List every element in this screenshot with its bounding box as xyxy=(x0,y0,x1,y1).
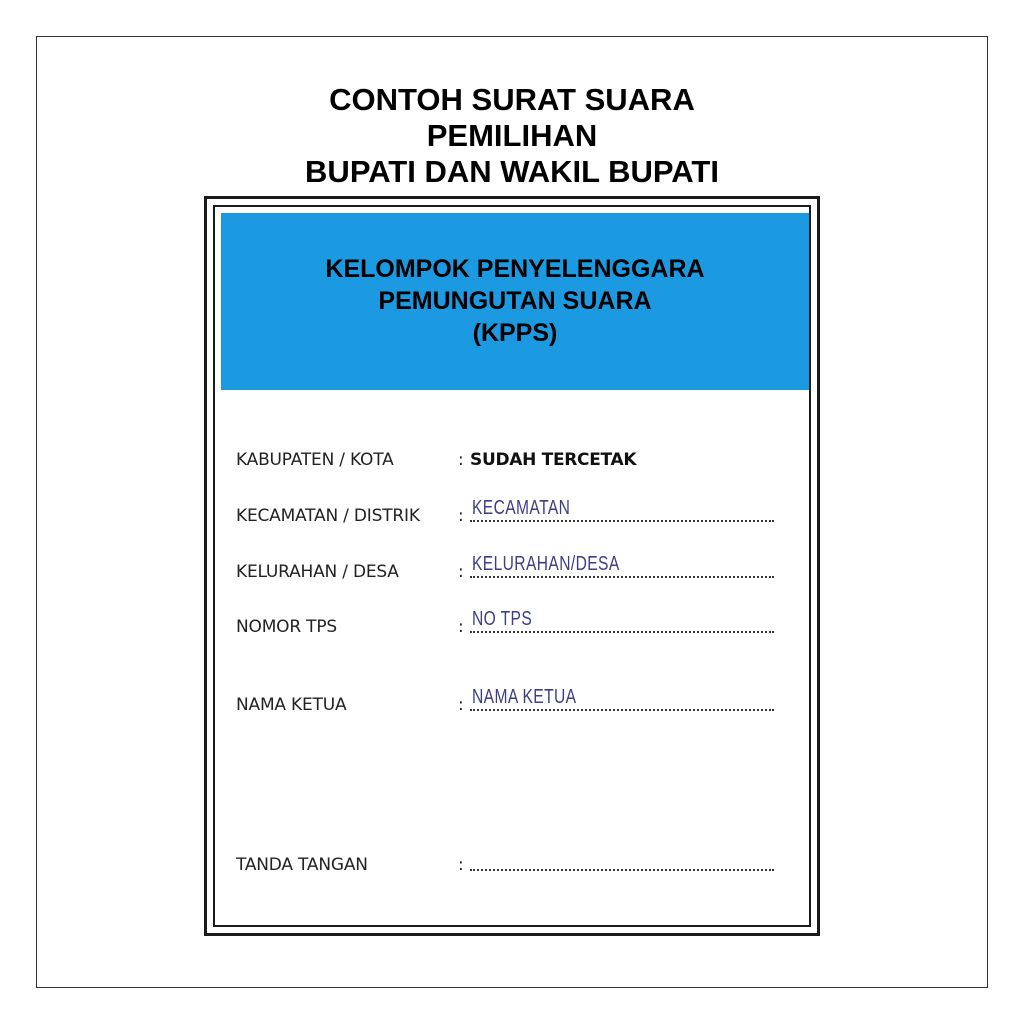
kelurahan-label: KELURAHAN / DESA xyxy=(236,562,399,582)
kpps-header-line-3: (KPPS) xyxy=(472,319,558,347)
tanda-tangan-dotted-line xyxy=(470,867,774,871)
kabupaten-label: KABUPATEN / KOTA xyxy=(236,450,394,470)
page-title-line-1: CONTOH SURAT SUARA xyxy=(329,82,695,117)
kecamatan-label: KECAMATAN / DISTRIK xyxy=(236,506,420,526)
tanda-tangan-label: TANDA TANGAN xyxy=(236,855,368,875)
page-title xyxy=(0,82,1024,190)
kpps-header-line-1: KELOMPOK PENYELENGGARA xyxy=(325,255,705,283)
kelurahan-colon: : xyxy=(458,562,464,582)
tps-colon: : xyxy=(458,617,464,637)
ketua-label: NAMA KETUA xyxy=(236,695,347,715)
kelurahan-value: KELURAHAN/DESA xyxy=(472,553,620,575)
page-title-line-3: BUPATI DAN WAKIL BUPATI xyxy=(305,154,719,189)
tanda-tangan-colon: : xyxy=(458,855,464,875)
tps-value: NO TPS xyxy=(472,608,533,630)
page-title-line-2: PEMILIHAN xyxy=(426,118,598,153)
tps-label: NOMOR TPS xyxy=(236,617,337,637)
kecamatan-colon: : xyxy=(458,506,464,526)
kabupaten-value: SUDAH TERCETAK xyxy=(470,450,637,470)
kabupaten-colon: : xyxy=(458,450,464,470)
ketua-value: NAMA KETUA xyxy=(472,686,577,708)
kecamatan-value: KECAMATAN xyxy=(472,497,571,519)
kpps-header xyxy=(221,213,809,390)
kpps-header-line-2: PEMUNGUTAN SUARA xyxy=(378,287,652,315)
ketua-colon: : xyxy=(458,695,464,715)
